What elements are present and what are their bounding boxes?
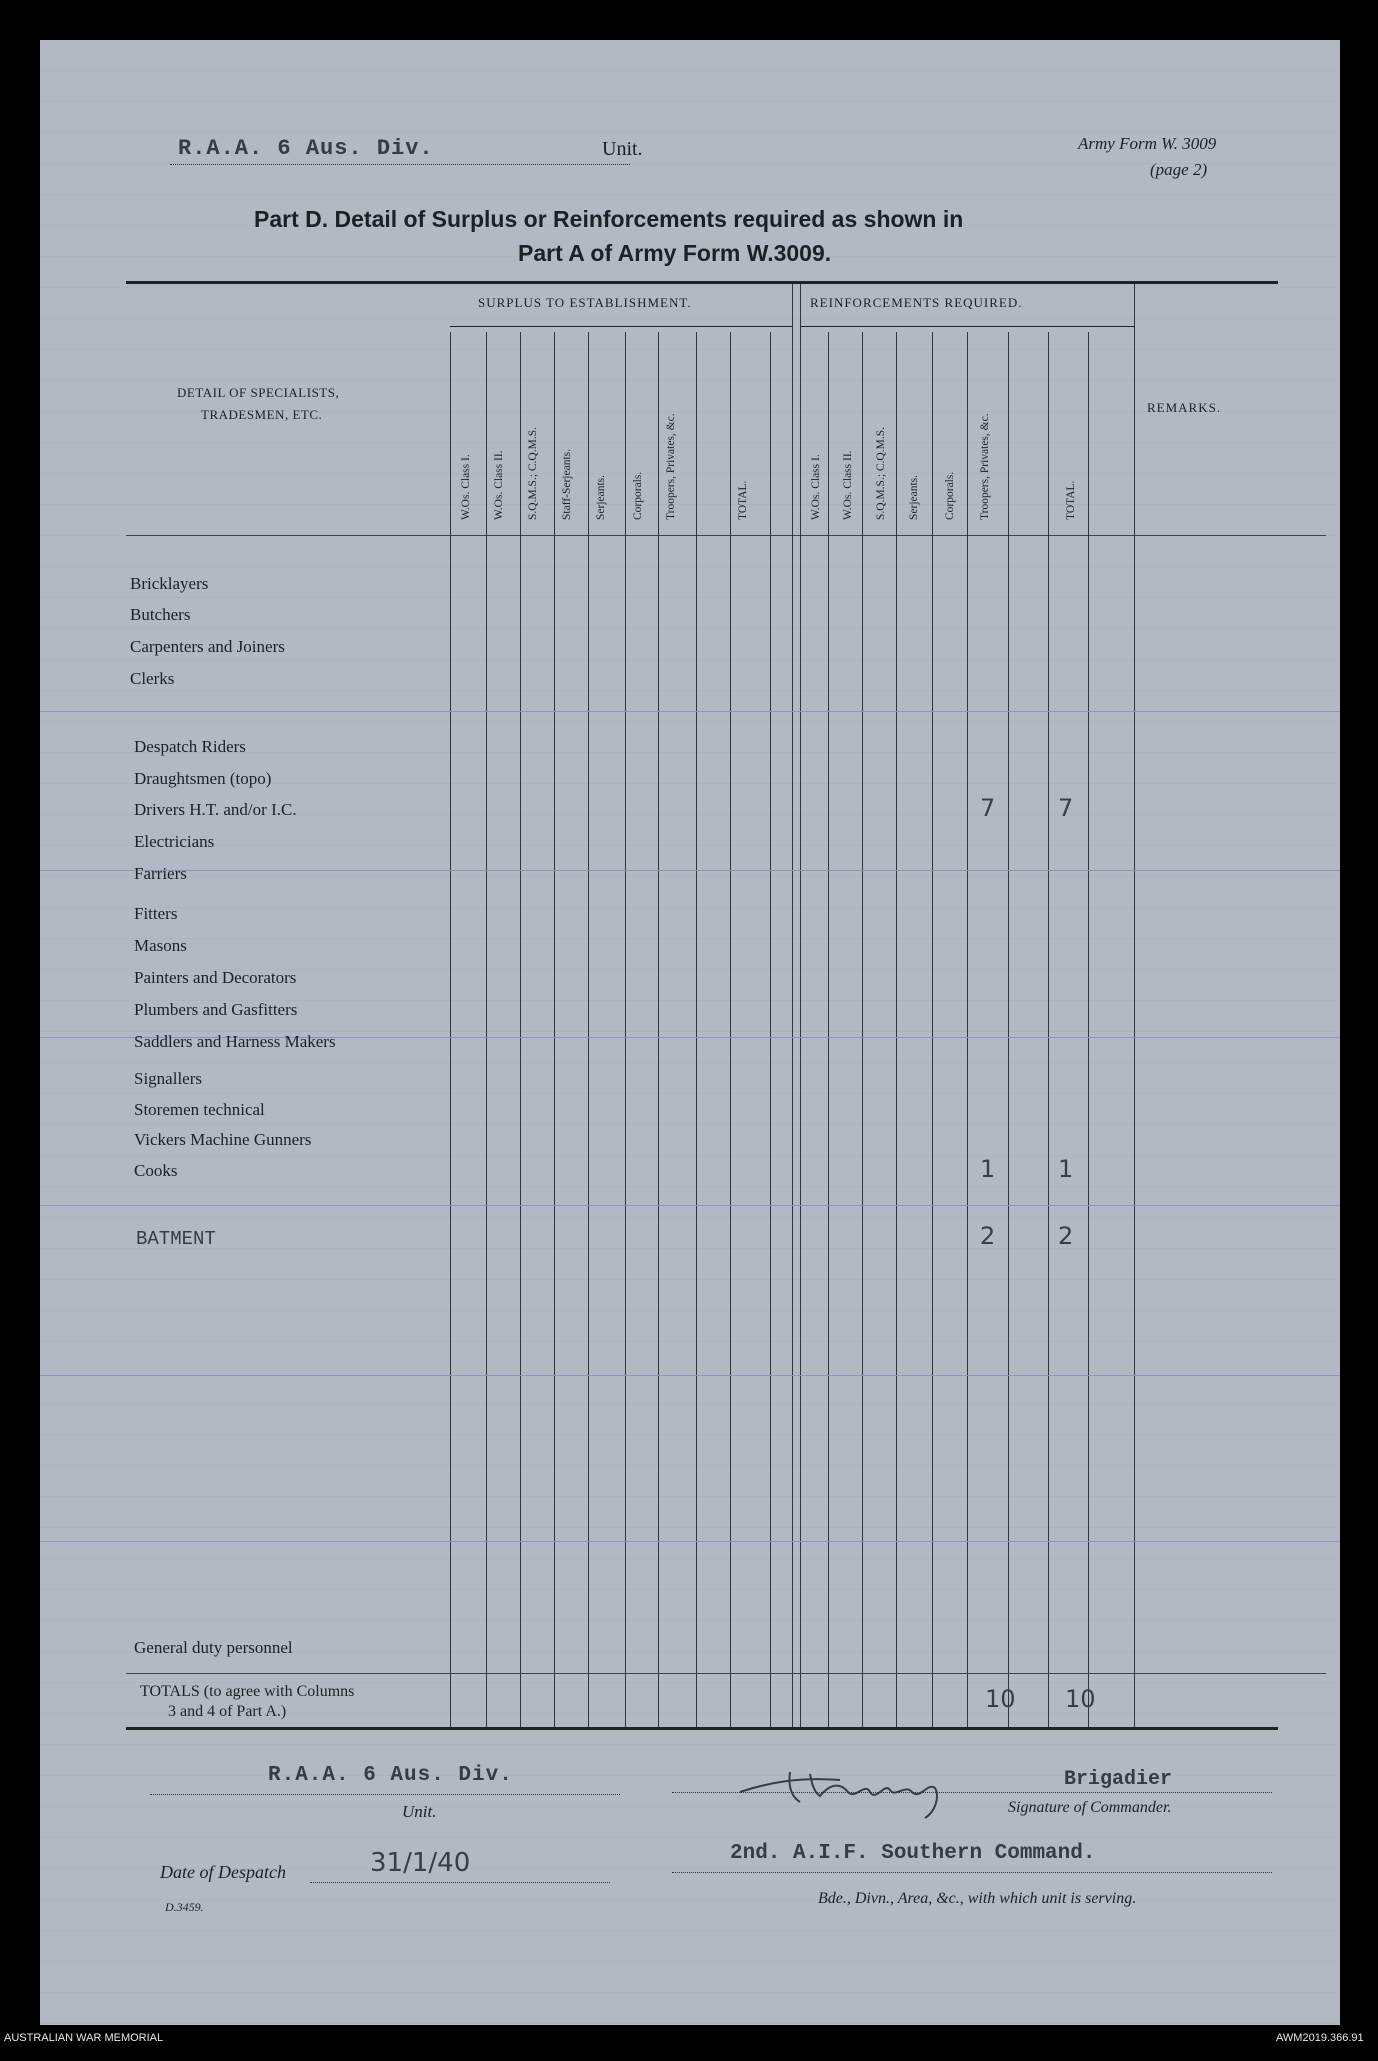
archive-right-caption: AWM2019.366.91 <box>1276 2032 1364 2044</box>
row-label: Draughtsmen (topo) <box>134 769 272 788</box>
row-label: Saddlers and Harness Makers <box>134 1032 336 1051</box>
blue-rule <box>40 870 1340 871</box>
totals-total: 10 <box>1065 1685 1096 1713</box>
table-bottom-rule <box>126 1727 1278 1730</box>
reinforcement-col-header <box>937 362 963 532</box>
row-label: Bricklayers <box>130 574 209 593</box>
commander-signature <box>730 1752 990 1822</box>
reinforcement-col-header-text: Corporals. <box>944 471 956 520</box>
detail-header-l1: DETAIL OF SPECIALISTS, <box>177 385 340 400</box>
column-divider <box>486 332 487 1727</box>
row-label: Butchers <box>130 605 191 624</box>
date-label: Date of Despatch <box>160 1862 286 1882</box>
column-divider <box>588 332 589 1727</box>
totals-troopers: 10 <box>985 1685 1016 1713</box>
surplus-col-header <box>658 362 684 532</box>
reinforcement-col-header <box>901 362 927 532</box>
column-divider <box>1088 332 1089 1727</box>
date-dotline <box>310 1882 610 1883</box>
column-divider <box>792 284 793 1727</box>
remarks-header: REMARKS. <box>1147 400 1222 415</box>
surplus-col-header-text: S.Q.M.S.; C.Q.M.S. <box>527 427 539 520</box>
row-label: Masons <box>134 936 187 955</box>
column-divider <box>1008 332 1009 1727</box>
surplus-col-header-text: W.Os. Class I. <box>460 454 472 520</box>
surplus-col-header-text: TOTAL. <box>737 480 749 520</box>
surplus-col-header <box>520 362 546 532</box>
totals-label-l2: 3 and 4 of Part A.) <box>168 1703 287 1720</box>
form-page: (page 2) <box>1150 160 1208 179</box>
surplus-header: SURPLUS TO ESTABLISHMENT. <box>478 295 692 310</box>
detail-header-l2: TRADESMEN, ETC. <box>201 407 323 422</box>
surplus-col-header <box>730 362 756 532</box>
unit-label: Unit. <box>602 138 643 160</box>
reinf-header-rule <box>800 326 1134 327</box>
reinforcement-col-header-text: S.Q.M.S.; C.Q.M.S. <box>875 427 887 520</box>
archive-left-caption: AUSTRALIAN WAR MEMORIAL <box>4 2032 164 2044</box>
reinforcement-col-header <box>835 362 861 532</box>
commander-rank: Brigadier <box>1064 1768 1173 1791</box>
reinf-header: REINFORCEMENTS REQUIRED. <box>810 295 1023 310</box>
blue-rule <box>40 1205 1340 1206</box>
surplus-col-header <box>588 362 614 532</box>
row-label: Drivers H.T. and/or I.C. <box>134 800 297 819</box>
form-title-line1: Part D. Detail of Surplus or Reinforcements required as shown in <box>254 206 964 232</box>
signature-dotline <box>672 1792 1272 1793</box>
row-label: Storemen technical <box>134 1100 265 1119</box>
surplus-col-header <box>696 362 722 532</box>
row-label: Signallers <box>134 1069 202 1088</box>
footer-unit-typed: R.A.A. 6 Aus. Div. <box>268 1764 513 1787</box>
surplus-col-header-text: Serjeants. <box>595 474 607 520</box>
surplus-col-header <box>453 362 479 532</box>
row-label: BATMENT <box>136 1228 216 1250</box>
column-divider <box>520 332 521 1727</box>
reinforcement-total-value: 1 <box>1058 1155 1074 1183</box>
column-divider <box>1134 284 1135 1727</box>
reinforcement-col-header <box>803 362 829 532</box>
reinforcement-total-value: 7 <box>1058 794 1074 822</box>
row-label: General duty personnel <box>134 1638 293 1657</box>
row-label: Despatch Riders <box>134 737 246 756</box>
date-value: 31/1/40 <box>370 1848 471 1878</box>
unit-dotline <box>170 164 630 165</box>
unit-typed: R.A.A. 6 Aus. Div. <box>178 136 434 161</box>
command-dotline <box>672 1872 1272 1873</box>
row-label: Vickers Machine Gunners <box>134 1130 312 1149</box>
reinforcement-troopers-value: 2 <box>980 1222 996 1250</box>
reinforcement-col-header <box>1010 362 1036 532</box>
column-divider <box>658 332 659 1727</box>
header-bottom-rule <box>126 535 1326 536</box>
reinforcement-col-header-text: W.Os. Class II. <box>842 450 854 520</box>
blue-rule <box>40 1541 1340 1542</box>
row-label: Clerks <box>130 669 175 688</box>
form-name: Army Form W. 3009 <box>1078 134 1217 153</box>
column-divider <box>554 332 555 1727</box>
reinforcement-troopers-value: 1 <box>980 1155 996 1183</box>
surplus-col-header-text: W.Os. Class II. <box>493 450 505 520</box>
column-divider <box>696 332 697 1727</box>
row-label: Fitters <box>134 904 178 923</box>
surplus-col-header <box>554 362 580 532</box>
column-divider <box>932 332 933 1727</box>
surplus-header-rule <box>450 326 792 327</box>
reinforcement-total-value: 2 <box>1058 1222 1074 1250</box>
form-sheet <box>40 40 1340 2025</box>
column-divider <box>828 332 829 1727</box>
reinforcement-col-header <box>1058 362 1084 532</box>
surplus-col-header-text: Troopers, Privates, &c. <box>665 413 677 520</box>
column-divider <box>862 332 863 1727</box>
totals-top-rule <box>126 1673 1326 1674</box>
footer-unit-dotline <box>150 1794 620 1795</box>
reinforcement-col-header <box>868 362 894 532</box>
reinforcement-col-header-text: Serjeants. <box>908 474 920 520</box>
column-divider <box>896 332 897 1727</box>
column-divider <box>730 332 731 1727</box>
reinforcement-col-header-text: Troopers, Privates, &c. <box>979 413 991 520</box>
totals-label-l1: TOTALS (to agree with Columns <box>140 1683 355 1700</box>
reinforcement-troopers-value: 7 <box>980 794 996 822</box>
column-divider <box>800 284 801 1727</box>
surplus-col-header <box>486 362 512 532</box>
row-label: Plumbers and Gasfitters <box>134 1000 298 1019</box>
column-divider <box>1048 332 1049 1727</box>
surplus-col-header-text: Corporals. <box>632 471 644 520</box>
serving-label: Bde., Divn., Area, &c., with which unit is serving. <box>818 1890 1137 1907</box>
footer-unit-label: Unit. <box>402 1802 437 1821</box>
reinforcement-col-header <box>972 362 998 532</box>
row-label: Painters and Decorators <box>134 968 297 987</box>
form-code: D.3459. <box>165 1900 204 1914</box>
column-divider <box>967 332 968 1727</box>
column-divider <box>625 332 626 1727</box>
signature-label: Signature of Commander. <box>1008 1799 1172 1816</box>
command-typed: 2nd. A.I.F. Southern Command. <box>730 1842 1096 1865</box>
reinforcement-col-header-text: W.Os. Class I. <box>810 454 822 520</box>
form-title-line2: Part A of Army Form W.3009. <box>518 240 832 266</box>
row-label: Carpenters and Joiners <box>130 637 285 656</box>
row-label: Electricians <box>134 832 215 851</box>
row-label: Cooks <box>134 1161 178 1180</box>
surplus-col-header-text: Staff-Serjeants. <box>561 448 573 520</box>
blue-rule <box>40 711 1340 712</box>
blue-rule <box>40 1375 1340 1376</box>
column-divider <box>770 332 771 1727</box>
reinforcement-col-header-text: TOTAL. <box>1065 480 1077 520</box>
row-label: Farriers <box>134 864 187 883</box>
column-divider <box>450 332 451 1727</box>
table-top-rule <box>126 281 1278 284</box>
surplus-col-header <box>625 362 651 532</box>
